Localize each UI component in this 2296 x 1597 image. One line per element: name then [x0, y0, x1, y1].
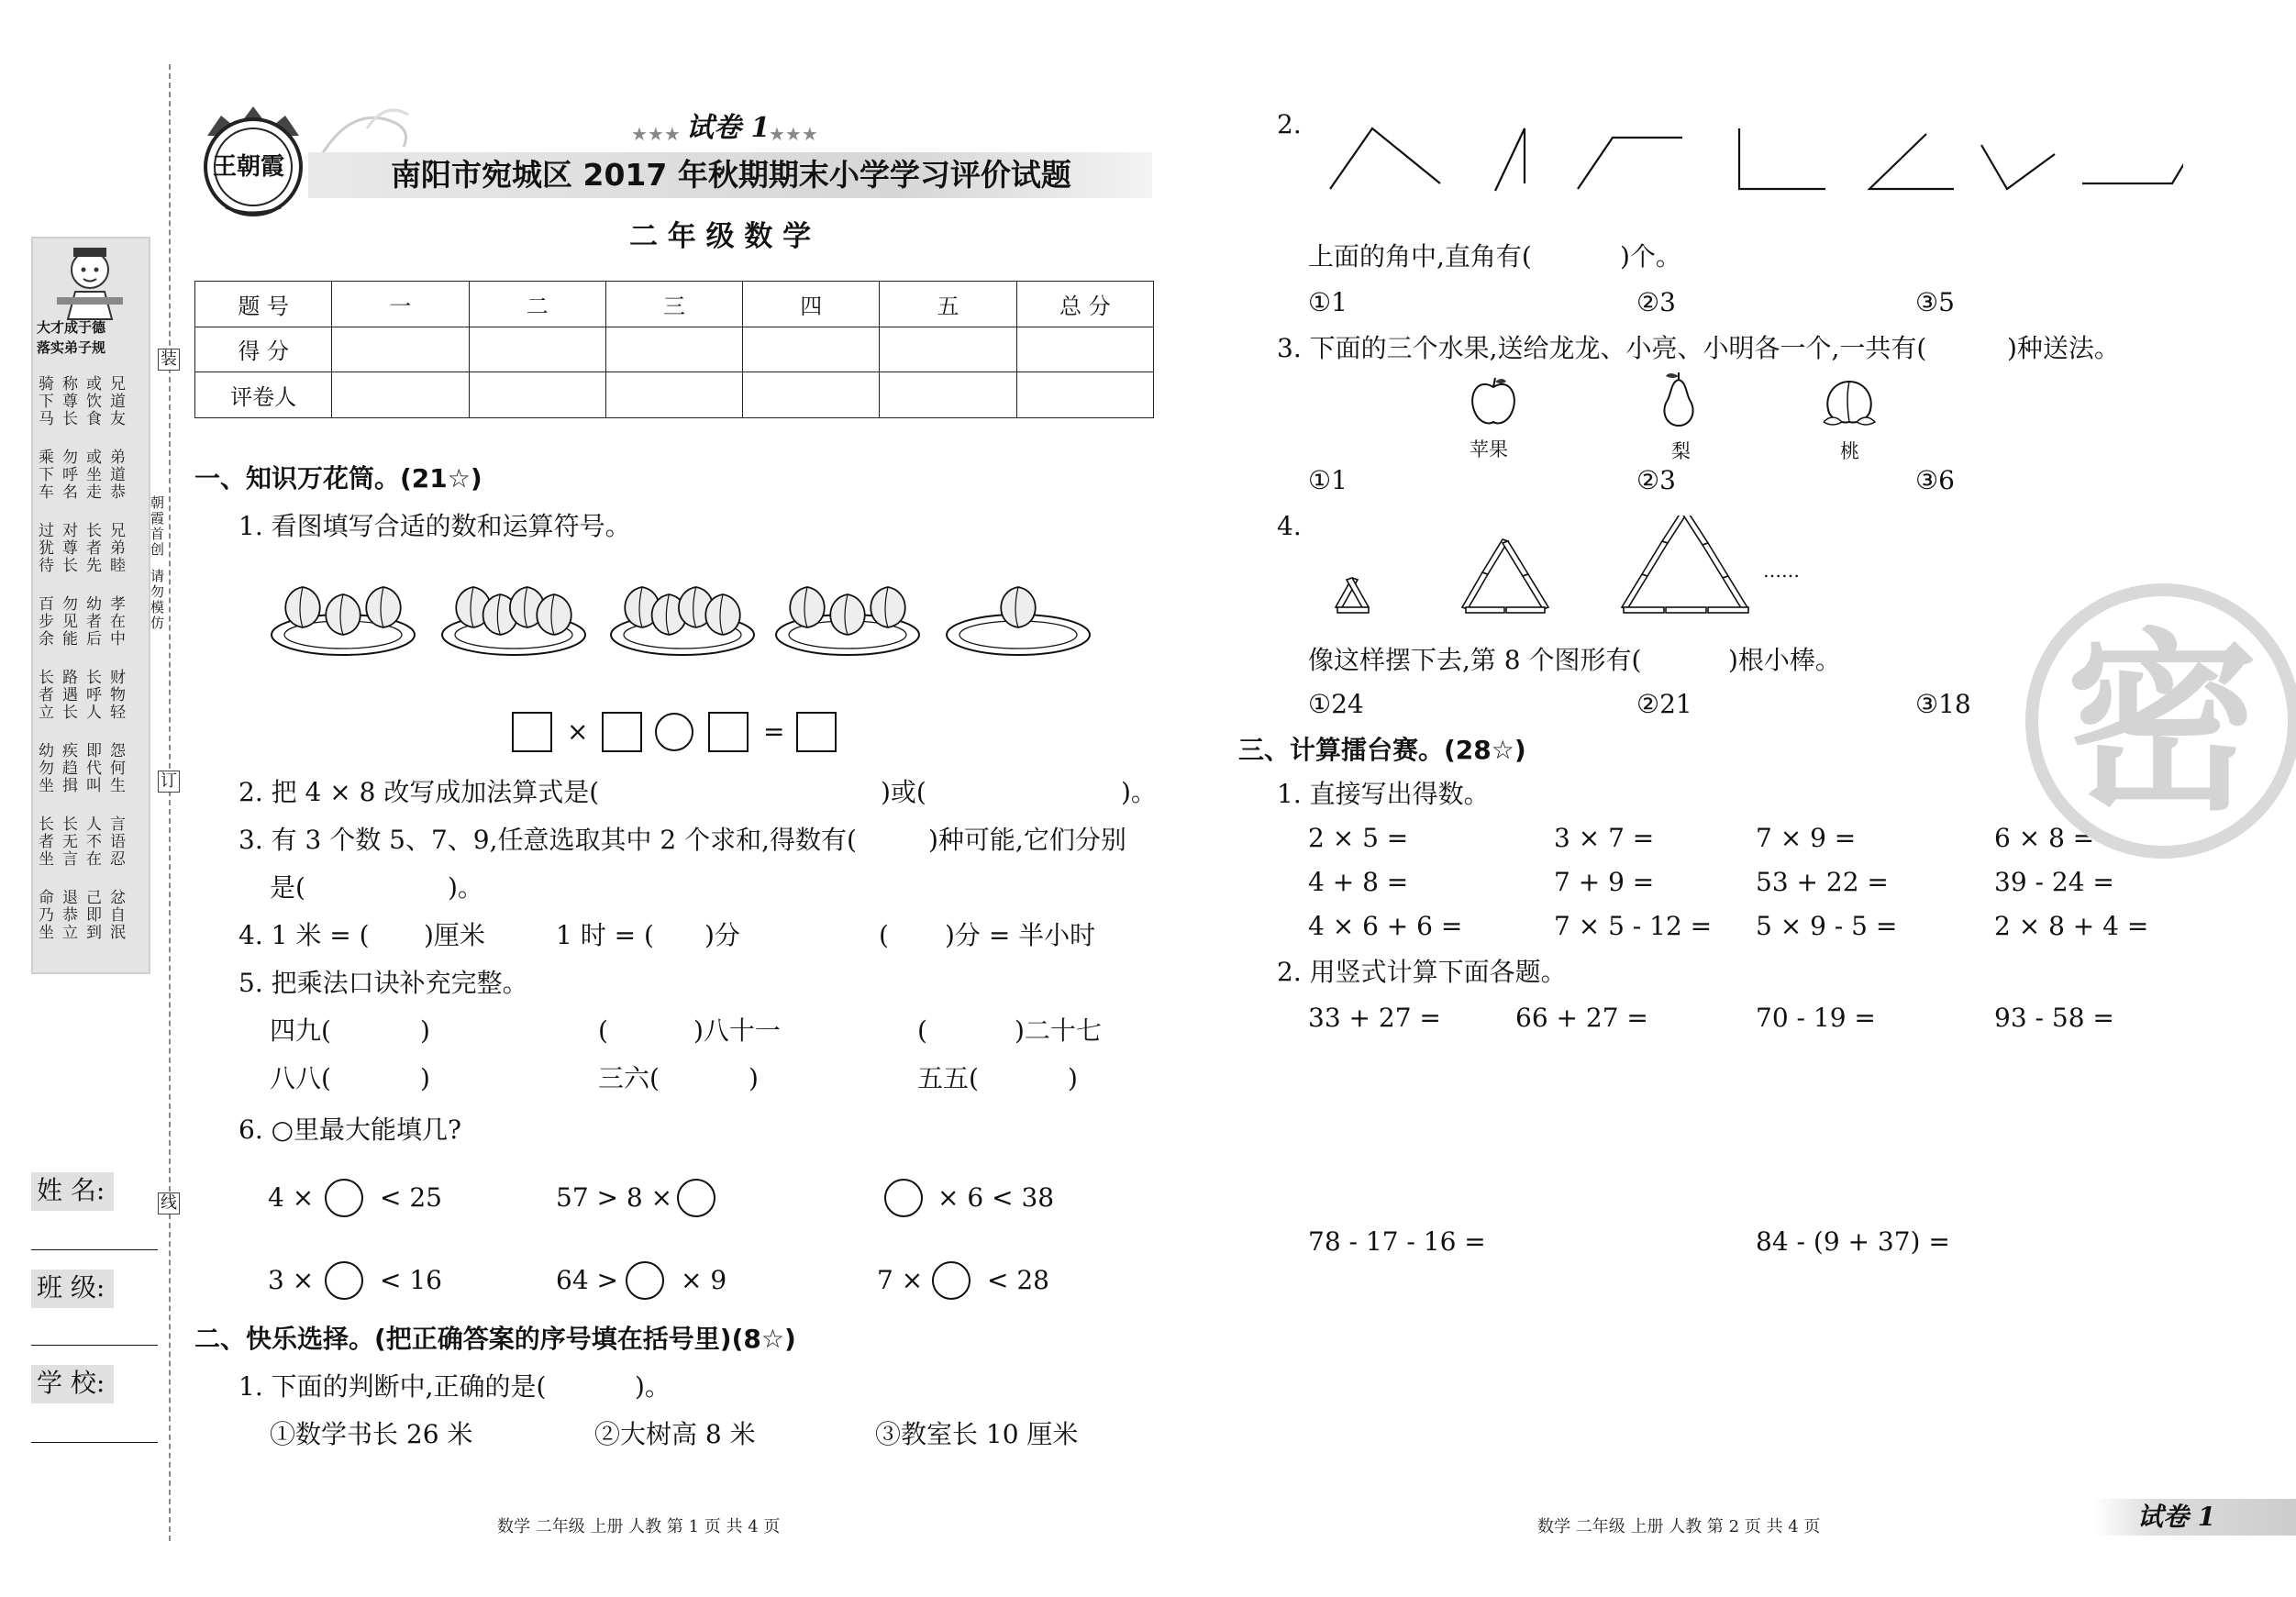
score-cell[interactable]	[605, 327, 742, 372]
peach-icon	[326, 594, 360, 635]
poem-column: 己即到	[86, 889, 102, 942]
paper-stars-left: ★★★	[631, 123, 681, 145]
peach-plate	[772, 569, 923, 660]
score-cell[interactable]	[743, 327, 880, 372]
s1-q2-end: )。	[1121, 777, 1157, 807]
s2-q1: 1. 下面的判断中,正确的是(	[238, 1371, 547, 1402]
poem-column: 长者立	[39, 669, 54, 722]
s1-q4-a: 4. 1 米 = (	[238, 920, 370, 950]
s1-q4-b: 1 时 = (	[556, 920, 654, 950]
s1-q4-c: (	[879, 920, 889, 950]
s2-q3-option: ②3	[1636, 465, 1676, 495]
peach-icon	[871, 587, 905, 627]
fruit-label-apple: 苹果	[1470, 438, 1508, 460]
peach-icon	[366, 587, 401, 627]
score-header-cell: 二	[469, 282, 605, 327]
s2-q2-text: 上面的角中,直角有(	[1308, 241, 1532, 272]
section-3-heading: 三、计算擂台赛。(28☆)	[1238, 735, 1526, 765]
fruit-label-pear: 梨	[1671, 440, 1691, 462]
poem-column: 命乃坐	[39, 889, 54, 942]
score-row-label: 评卷人	[195, 372, 332, 418]
score-header-cell: 三	[605, 282, 742, 327]
score-header-cell: 题 号	[195, 282, 332, 327]
s2-q1-option: ①数学书长 26 米	[270, 1419, 473, 1449]
poem-column: 即代叫	[86, 742, 102, 795]
s1-q2-or: )或(	[881, 777, 926, 807]
q6-circle[interactable]	[626, 1261, 664, 1300]
direct-calc-item: 39 - 24 =	[1994, 867, 2114, 897]
peach-icon	[1001, 587, 1036, 627]
apple-icon	[1466, 374, 1521, 433]
s2-q1-option: ②大树高 8 米	[594, 1419, 756, 1449]
q6-circle[interactable]	[677, 1179, 715, 1217]
score-header-cell: 一	[332, 282, 469, 327]
direct-calc-item: 2 × 5 =	[1308, 823, 1409, 853]
vertical-calc-item: 84 - (9 + 37) =	[1756, 1226, 1950, 1257]
poem-column: 长无言	[62, 815, 78, 869]
direct-calc-item: 53 + 22 =	[1756, 867, 1889, 897]
q5-item: (	[917, 1015, 927, 1046]
q5-item: )	[1068, 1063, 1078, 1093]
answer-box-1[interactable]	[512, 712, 552, 752]
binding-dotted-line	[169, 64, 171, 1541]
poem-column: 言语忍	[110, 815, 126, 869]
s1-q5: 5. 把乘法口诀补充完整。	[238, 968, 528, 998]
poem-column: 幼勿坐	[39, 742, 54, 795]
poem-column: 孝在中	[110, 595, 126, 649]
score-header-cell: 五	[880, 282, 1016, 327]
score-cell[interactable]	[880, 327, 1016, 372]
s2-q2-end: )个。	[1620, 241, 1681, 272]
s1-q3-line1b: )种可能,它们分别	[928, 825, 1126, 855]
pear-icon	[1651, 371, 1706, 435]
s2-q2-option: ③5	[1915, 287, 1955, 317]
direct-calc-item: 4 + 8 =	[1308, 867, 1409, 897]
s2-q4-number: 4.	[1277, 511, 1302, 541]
q6-circle[interactable]	[325, 1261, 363, 1300]
seal-stamp	[2025, 583, 2296, 859]
q6-circle[interactable]	[932, 1261, 971, 1300]
peach-plate	[438, 569, 589, 660]
q6-item: 7 ×	[877, 1265, 924, 1295]
poem-column: 勿见能	[62, 595, 78, 649]
poem-column: 弟道恭	[110, 449, 126, 502]
name-field[interactable]	[31, 1249, 158, 1250]
q5-item: (	[598, 1015, 608, 1046]
sidebar-cartoon-icon	[53, 240, 127, 327]
q6-circle[interactable]	[325, 1179, 363, 1217]
s2-q1-end: )。	[635, 1371, 671, 1402]
s1-q4-c2: )分 = 半小时	[945, 920, 1096, 950]
score-table-row	[195, 372, 1154, 418]
s2-q1-option: ③教室长 10 厘米	[875, 1419, 1079, 1449]
q6-item: < 16	[380, 1265, 442, 1295]
poem-column: 退恭立	[62, 889, 78, 942]
vertical-calc-item: 93 - 58 =	[1994, 1003, 2114, 1033]
peach-icon	[285, 587, 320, 627]
score-row-label: 得 分	[195, 327, 332, 372]
fold-mark-3: 线	[158, 1192, 180, 1214]
seal-stamp-text: 密	[2066, 612, 2259, 837]
footer-right: 数学 二年级 上册 人教 第 2 页 共 4 页	[1537, 1517, 1821, 1536]
s2-q3-option: ①1	[1308, 465, 1348, 495]
poem-column: 长者先	[86, 522, 102, 575]
poem-column: 怨何生	[110, 742, 126, 795]
poem-column: 骑下马	[39, 375, 54, 428]
score-cell[interactable]	[880, 372, 1016, 418]
q5-item: )	[420, 1015, 430, 1046]
q6-item: 3 ×	[268, 1265, 315, 1295]
direct-calc-item: 3 × 7 =	[1554, 823, 1655, 853]
poem-column: 人不在	[86, 815, 102, 869]
score-cell[interactable]	[469, 327, 605, 372]
peach-plate	[943, 569, 1093, 660]
equals-sign: =	[763, 716, 785, 747]
poem-column: 乘下车	[39, 449, 54, 502]
q6-circle[interactable]	[884, 1179, 923, 1217]
s2-q3-text: 3. 下面的三个水果,送给龙龙、小亮、小明各一个,一共有(	[1277, 333, 1927, 363]
score-header-cell: 总 分	[1016, 282, 1153, 327]
poem-column: 百步余	[39, 595, 54, 649]
class-field[interactable]	[31, 1345, 158, 1346]
s2-q4-option: ③18	[1915, 689, 1971, 719]
score-cell[interactable]	[469, 372, 605, 418]
s1-q4-b2: )分	[704, 920, 740, 950]
s1-q4-a2: )厘米	[424, 920, 485, 950]
poem-column: 财物轻	[110, 669, 126, 722]
direct-calc-item: 5 × 9 - 5 =	[1756, 911, 1898, 941]
s2-q2-option: ②3	[1636, 287, 1676, 317]
peach-icon	[537, 594, 571, 635]
peach-plate	[268, 569, 418, 660]
fold-mark-2: 订	[158, 771, 180, 793]
score-table-header-row	[195, 282, 1154, 327]
paper-label: 试卷 1	[686, 112, 771, 144]
times-sign: ×	[567, 716, 589, 747]
q5-item: 八八(	[270, 1063, 331, 1093]
q6-item: × 9	[681, 1265, 727, 1295]
answer-box-4[interactable]	[796, 712, 837, 752]
school-field[interactable]	[31, 1442, 158, 1443]
q6-item: 57 > 8 ×	[556, 1182, 673, 1213]
poem-column: 疾趋揖	[62, 742, 78, 795]
section-2-heading: 二、快乐选择。(把正确答案的序号填在括号里)(8☆)	[194, 1324, 796, 1354]
q5-item: )八十一	[693, 1015, 781, 1046]
angles-illustration	[1321, 119, 2183, 205]
answer-box-3[interactable]	[708, 712, 749, 752]
score-cell[interactable]	[1016, 327, 1153, 372]
poem-column: 幼者后	[86, 595, 102, 649]
exam-subtitle: 二 年 级 数 学	[629, 220, 812, 253]
score-cell[interactable]	[743, 372, 880, 418]
q5-item: )	[420, 1063, 430, 1093]
fold-mark-1: 装	[158, 349, 180, 371]
vertical-calc-item: 70 - 19 =	[1756, 1003, 1876, 1033]
s1-q3-line1: 3. 有 3 个数 5、7、9,任意选取其中 2 个求和,得数有(	[238, 825, 857, 855]
poem-column: 兄弟睦	[110, 522, 126, 575]
s2-q4-dots: ……	[1763, 560, 1800, 582]
paper-stars-right: ★★★	[769, 123, 818, 145]
s1-q3-line2: 是(	[270, 872, 305, 903]
s2-q4-end: )根小棒。	[1728, 645, 1841, 675]
logo-text: 王朝霞	[213, 153, 285, 181]
s2-q4-option: ①24	[1308, 689, 1364, 719]
poem-column: 忿自泯	[110, 889, 126, 942]
poem-column: 对尊长	[62, 522, 78, 575]
s1-q6: 6. ○里最大能填几?	[238, 1115, 462, 1145]
q6-item: < 28	[987, 1265, 1049, 1295]
footer-tag: 试卷 1	[2137, 1502, 2216, 1532]
s1-q3-line2b: )。	[448, 872, 483, 903]
q5-item: )二十七	[1015, 1015, 1102, 1046]
q5-item: 五五(	[917, 1063, 979, 1093]
peach-plate	[607, 569, 758, 660]
poem-column: 长呼人	[86, 669, 102, 722]
s3-q2: 2. 用竖式计算下面各题。	[1277, 957, 1567, 987]
side-note-2: 请勿模仿	[150, 568, 165, 631]
poem-column: 或饮食	[86, 375, 102, 428]
score-header-cell: 四	[743, 282, 880, 327]
poem-column: 兄道友	[110, 375, 126, 428]
s1-q2: 2. 把 4 × 8 改写成加法算式是(	[238, 777, 600, 807]
vertical-calc-item: 66 + 27 =	[1515, 1003, 1648, 1033]
s2-q4-option: ②21	[1636, 689, 1692, 719]
fruit-label-peach: 桃	[1840, 440, 1859, 462]
name-label: 姓 名:	[37, 1175, 105, 1205]
section-1-heading: 一、知识万花筒。(21☆)	[194, 463, 482, 494]
s2-q2-number: 2.	[1277, 109, 1302, 139]
poem-column: 或坐走	[86, 449, 102, 502]
score-cell[interactable]	[332, 372, 469, 418]
s2-q3-end: )种送法。	[2007, 333, 2120, 363]
peach-icon	[830, 594, 865, 635]
score-cell[interactable]	[1016, 372, 1153, 418]
sidebar-motto-2: 落实弟子规	[37, 339, 106, 356]
answer-box-2[interactable]	[602, 712, 642, 752]
q5-item: )	[749, 1063, 759, 1093]
q5-item: 三六(	[598, 1063, 660, 1093]
sidebar-motto-1: 大才成于德	[37, 319, 106, 336]
direct-calc-item: 4 × 6 + 6 =	[1308, 911, 1463, 941]
q6-item: < 25	[380, 1182, 442, 1213]
q6-item: × 6 < 38	[937, 1182, 1055, 1213]
peach-icon	[790, 587, 825, 627]
footer-left: 数学 二年级 上册 人教 第 1 页 共 4 页	[497, 1517, 781, 1536]
direct-calc-item: 2 × 8 + 4 =	[1994, 911, 2149, 941]
s2-q3-option: ③6	[1915, 465, 1955, 495]
score-cell[interactable]	[605, 372, 742, 418]
score-cell[interactable]	[332, 327, 469, 372]
vertical-calc-item: 78 - 17 - 16 =	[1308, 1226, 1486, 1257]
s3-q1: 1. 直接写出得数。	[1277, 779, 1490, 809]
poem-column: 过犹待	[39, 522, 54, 575]
poem-column: 勿呼名	[62, 449, 78, 502]
class-label: 班 级:	[37, 1272, 105, 1303]
school-label: 学 校:	[37, 1368, 105, 1398]
side-note-1: 朝霞首创	[150, 494, 165, 558]
direct-calc-item: 7 × 9 =	[1756, 823, 1857, 853]
s2-q2-option: ①1	[1308, 287, 1348, 317]
poem-column: 长者坐	[39, 815, 54, 869]
s2-q4-text: 像这样摆下去,第 8 个图形有(	[1308, 645, 1642, 675]
peach-icon	[1814, 376, 1884, 435]
direct-calc-item: 7 × 5 - 12 =	[1554, 911, 1713, 941]
peach-icon	[705, 594, 740, 635]
q6-item: 64 >	[556, 1265, 618, 1295]
vertical-calc-item: 33 + 27 =	[1308, 1003, 1441, 1033]
q6-item: 4 ×	[268, 1182, 315, 1213]
poem-column: 路遇长	[62, 669, 78, 722]
operator-circle[interactable]	[655, 713, 693, 751]
stick-triangles-illustration	[1328, 516, 1750, 622]
direct-calc-item: 6 × 8 =	[1994, 823, 2095, 853]
q5-item: 四九(	[270, 1015, 331, 1046]
direct-calc-item: 7 + 9 =	[1554, 867, 1655, 897]
poem-column: 称尊长	[62, 375, 78, 428]
score-table-row	[195, 327, 1154, 372]
score-table	[194, 281, 1154, 418]
exam-title: 南阳市宛城区 2017 年秋期期末小学学习评价试题	[391, 157, 1071, 193]
s1-q1: 1. 看图填写合适的数和运算符号。	[238, 511, 631, 541]
